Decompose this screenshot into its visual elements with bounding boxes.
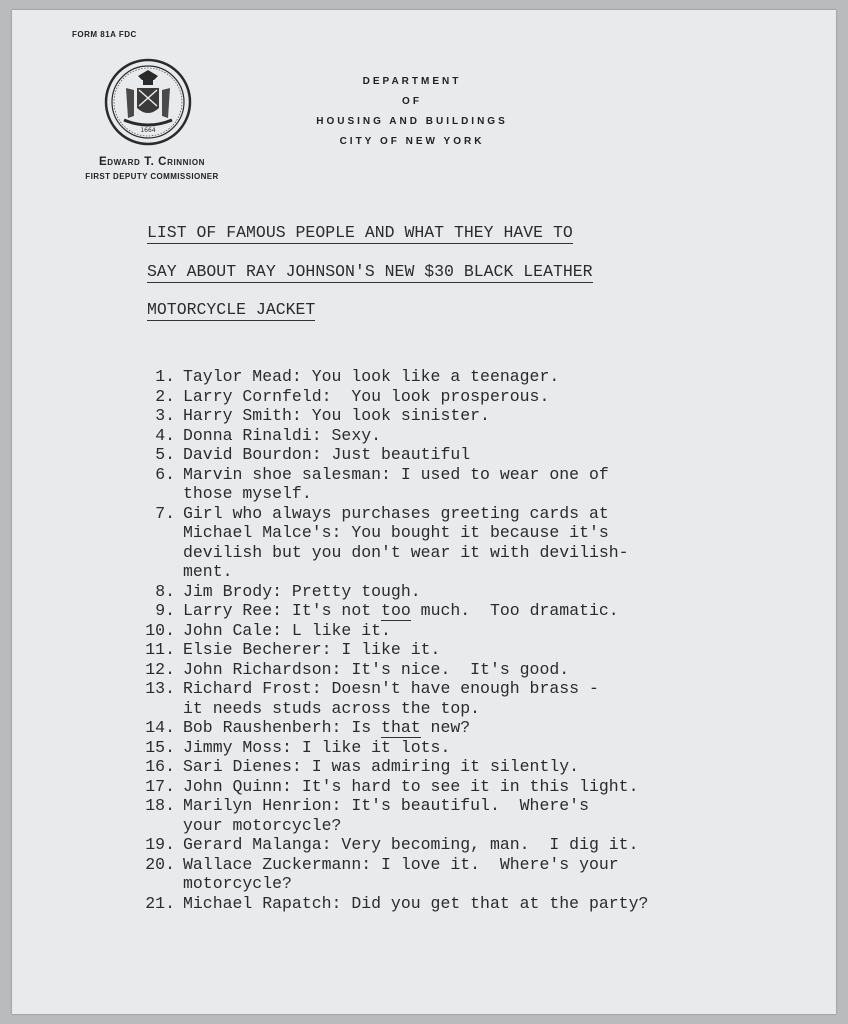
list-item: [130, 582, 648, 602]
list-item: [130, 894, 648, 914]
list-item-number: 5.: [155, 445, 175, 464]
list-item: [130, 621, 648, 641]
list-item-number: [130, 562, 175, 582]
list-item-number: 15.: [145, 737, 175, 757]
list-item-number: [130, 523, 175, 543]
list-item: [130, 835, 648, 855]
department-line: HOUSING AND BUILDINGS: [316, 116, 508, 127]
list-item-text: John Richardson: It's nice. It's good.: [183, 659, 570, 679]
list-item: [130, 660, 648, 680]
official-role: FIRST DEPUTY COMMISSIONER: [85, 172, 219, 181]
list-item: [130, 679, 648, 699]
list-item: [130, 387, 648, 407]
list-item-text: your motorcycle?: [183, 815, 342, 835]
list-item-number: 6.: [155, 464, 175, 484]
list-item-number: 11.: [145, 640, 175, 659]
underlined-word: that: [381, 718, 421, 737]
list-item: [130, 855, 648, 875]
list-item-number: 13.: [145, 679, 175, 698]
list-item: [130, 816, 648, 836]
document-title-line: LIST OF FAMOUS PEOPLE AND WHAT THEY HAVE TO: [147, 223, 573, 242]
department-line: CITY OF NEW YORK: [339, 136, 485, 147]
list-item-text: Taylor Mead: You look like a teenager.: [183, 367, 560, 386]
department-line: OF: [402, 96, 422, 107]
list-item-number: 8.: [155, 581, 175, 601]
list-item-number: 4.: [155, 425, 175, 445]
letterhead-page: [12, 10, 836, 1014]
list-item-number: [130, 816, 175, 836]
list-item-number: 12.: [145, 659, 175, 679]
official-signature-block: [52, 156, 252, 181]
list-item-number: 17.: [145, 776, 175, 796]
document-title-line: SAY ABOUT RAY JOHNSON'S NEW $30 BLACK LEATHER: [147, 262, 593, 281]
list-item: [130, 543, 648, 563]
list-item-text: Marvin shoe salesman: I used to wear one of: [183, 464, 609, 484]
list-item-text: Richard Frost: Doesn't have enough brass -: [183, 679, 599, 698]
list-item-number: 14.: [145, 718, 175, 737]
list-item-number: 1.: [155, 367, 175, 386]
list-item-number: 7.: [155, 503, 175, 523]
list-item: [130, 367, 648, 387]
department-line: DEPARTMENT: [362, 76, 462, 87]
list-item-text: Elsie Becherer: I like it.: [183, 640, 441, 659]
list-item-text: Bob Raushenberh: Is that new?: [183, 718, 471, 737]
list-item-text: Jim Brody: Pretty tough.: [183, 581, 421, 601]
document-title-line: MOTORCYCLE JACKET: [147, 300, 316, 319]
list-item: [130, 406, 648, 426]
list-item-text: Gerard Malanga: Very becoming, man. I dig it.: [183, 835, 639, 854]
list-item: [130, 484, 648, 504]
list-item: [130, 699, 648, 719]
list-item-text: Larry Cornfeld: You look prosperous.: [183, 386, 550, 406]
seal-year: 1664: [140, 127, 156, 134]
list-item-number: 9.: [155, 601, 175, 620]
list-item-text: motorcycle?: [183, 874, 292, 893]
list-item-number: 16.: [145, 757, 175, 776]
list-item-text: devilish but you don't wear it with devilish-: [183, 542, 629, 562]
list-item-text: ment.: [183, 562, 233, 581]
list-item-text: John Cale: L like it.: [183, 620, 391, 640]
list-item-text: David Bourdon: Just beautiful: [183, 445, 471, 464]
list-item-text: Jimmy Moss: I like it lots.: [183, 737, 451, 757]
list-item: [130, 426, 648, 446]
list-item-text: it needs studs across the top.: [183, 698, 481, 718]
list-item: [130, 777, 648, 797]
list-item-text: Sari Dienes: I was admiring it silently.: [183, 757, 580, 776]
list-item-text: Larry Ree: It's not too much. Too dramatic.: [183, 601, 619, 620]
list-item: [130, 445, 648, 465]
list-item-text: Michael Rapatch: Did you get that at the party?: [183, 893, 649, 913]
list-item-number: [130, 484, 175, 504]
official-name: Edward T. Crinnion: [98, 156, 206, 168]
list-item-number: 10.: [145, 620, 175, 640]
list-item: [130, 523, 648, 543]
underlined-word: too: [381, 601, 411, 620]
list-item-number: [130, 543, 175, 563]
list-item-text: Harry Smith: You look sinister.: [183, 406, 490, 425]
list-item-number: [130, 699, 175, 719]
list-item-number: 20.: [145, 854, 175, 874]
list-item: [130, 504, 648, 524]
list-item: [130, 601, 648, 621]
list-item: [130, 738, 648, 758]
list-item-number: 3.: [155, 406, 175, 425]
list-item-text: Michael Malce's: You bought it because it's: [183, 523, 609, 542]
form-code: FORM 81A FDC: [72, 30, 137, 39]
list-item: [130, 718, 648, 738]
city-seal-icon: [104, 58, 192, 146]
list-item-text: Wallace Zuckermann: I love it. Where's your: [183, 854, 619, 874]
list-item: [130, 562, 648, 582]
department-heading: [282, 72, 542, 152]
list-item: [130, 465, 648, 485]
list-item-text: Girl who always purchases greeting cards at: [183, 503, 609, 523]
quote-list: [130, 367, 648, 913]
list-item-text: those myself.: [183, 484, 312, 503]
list-item: [130, 874, 648, 894]
list-item-text: John Quinn: It's hard to see it in this light.: [183, 776, 639, 796]
list-item-text: Donna Rinaldi: Sexy.: [183, 425, 382, 445]
list-item-number: 19.: [145, 835, 175, 854]
list-item-number: 21.: [145, 893, 175, 913]
list-item-text: Marilyn Henrion: It's beautiful. Where's: [183, 796, 589, 815]
list-item-number: [130, 874, 175, 894]
list-item: [130, 796, 648, 816]
list-item-number: 18.: [145, 796, 175, 815]
list-item: [130, 640, 648, 660]
list-item-number: 2.: [155, 386, 175, 406]
list-item: [130, 757, 648, 777]
